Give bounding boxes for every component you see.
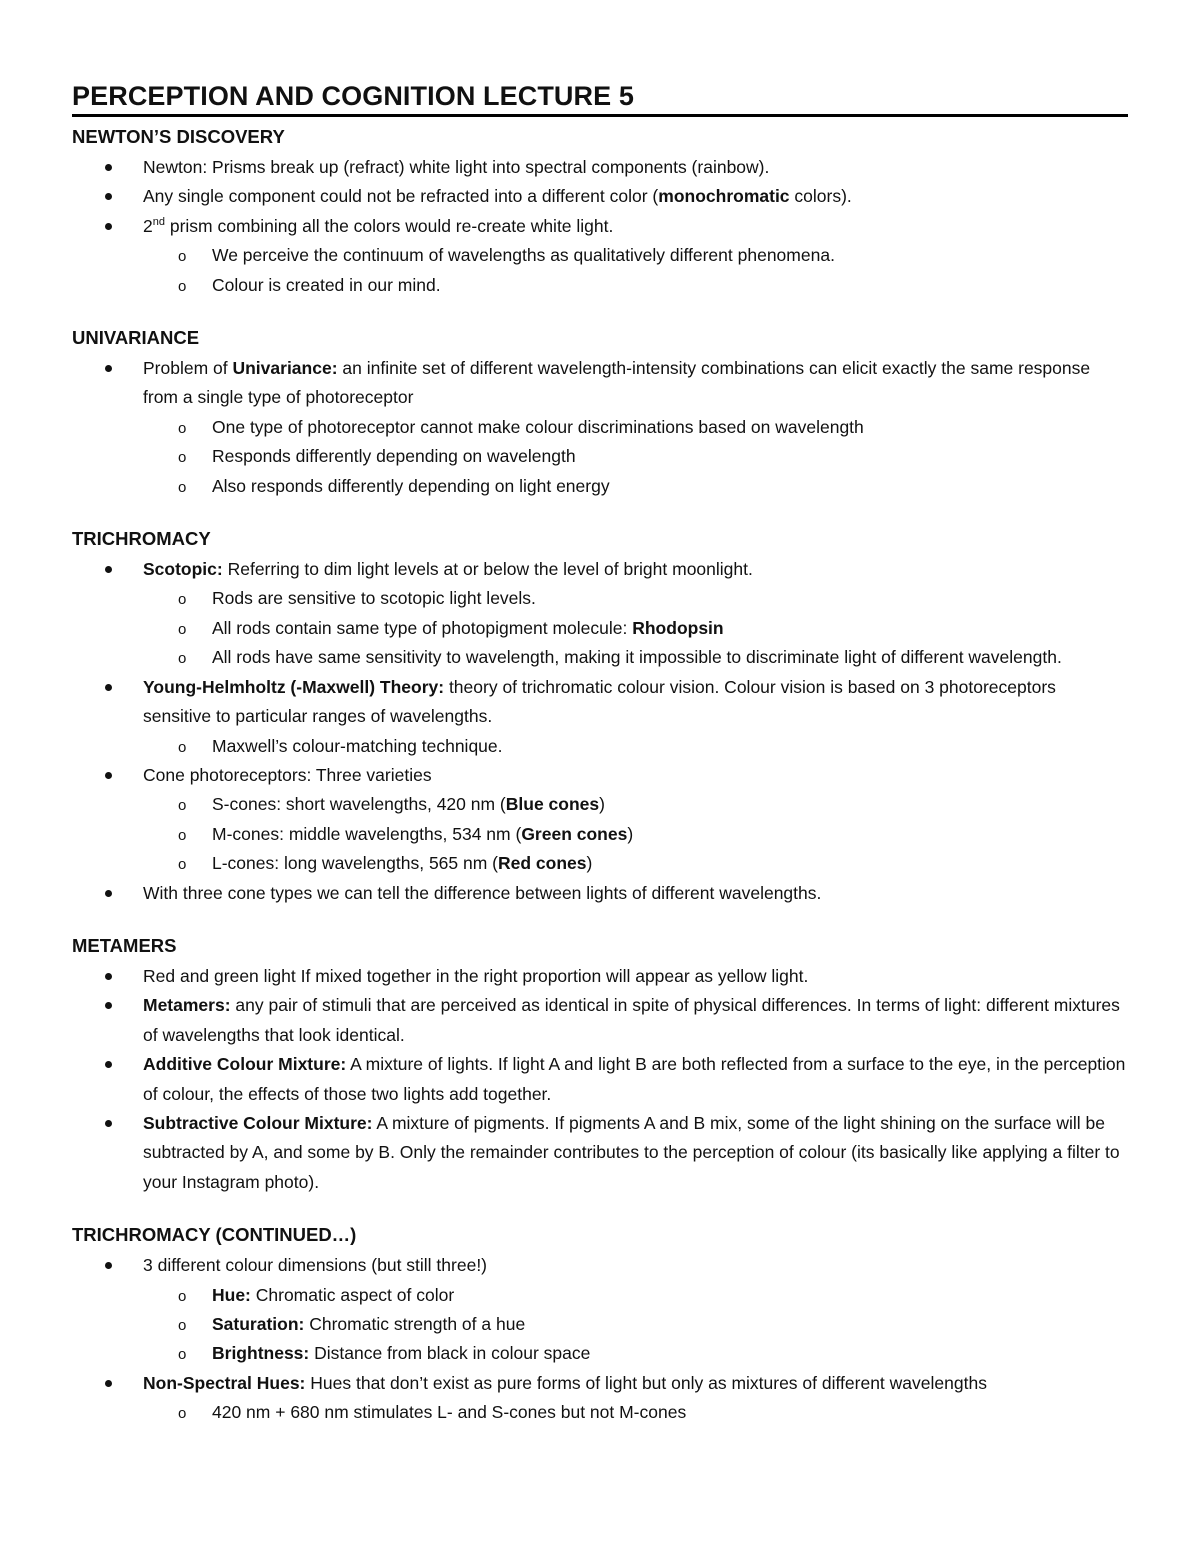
section-heading: UNIVARIANCE (72, 327, 200, 349)
sub-bullet-icon: o (178, 826, 187, 844)
sub-list-item (72, 732, 1128, 761)
list-item (72, 354, 1128, 501)
list-item-text: Non-Spectral Hues: Hues that don’t exist as pure forms of light but only as mixtures of different wavelengths (143, 1372, 987, 1393)
bullet-icon (105, 1262, 112, 1269)
bullet-icon (105, 566, 112, 573)
list-item-text: Young-Helmholtz (-Maxwell) Theory: theory of trichromatic colour vision. Colour vision is based on 3 photoreceptors sensitive to particular ranges of wavelengths. (143, 676, 1056, 727)
section-trichromacy-continued (72, 1219, 1128, 1427)
sub-bullet-icon: o (178, 856, 187, 874)
sub-list-item (72, 584, 1128, 613)
sub-list-item-text: Colour is created in our mind. (212, 274, 441, 295)
sub-list-item-text: 420 nm + 680 nm stimulates L- and S-cones but not M-cones (212, 1402, 687, 1423)
sub-bullet-icon: o (178, 650, 187, 668)
sub-list-item (72, 643, 1128, 672)
bullet-icon (105, 973, 112, 980)
list-item-text: Metamers: any pair of stimuli that are perceived as identical in spite of physical differences. In terms of light: different mixtures of wavelengths that look identical. (143, 995, 1120, 1045)
section-heading: TRICHROMACY (72, 528, 211, 550)
sub-list-item-text: Saturation: Chromatic strength of a hue (212, 1314, 526, 1334)
bullet-icon (105, 164, 112, 171)
sub-bullet-icon: o (178, 277, 187, 295)
list-item (72, 962, 1128, 991)
list-item (72, 212, 1128, 300)
sub-bullet-icon: o (178, 1287, 187, 1305)
sub-bullet-icon: o (178, 478, 187, 496)
list-item (72, 673, 1128, 761)
sub-list-item-text: M-cones: middle wavelengths, 534 nm (Green cones) (212, 823, 634, 844)
sub-bullet-list (143, 1281, 1128, 1369)
list-item (72, 555, 1128, 673)
sub-bullet-icon: o (178, 738, 187, 756)
bullet-icon (105, 684, 112, 691)
list-item (72, 182, 1128, 211)
sub-list-item-text: Rods are sensitive to scotopic light levels. (212, 588, 536, 609)
list-item-text: 2nd prism combining all the colors would re-create white light. (143, 215, 614, 236)
bullet-icon (105, 1120, 112, 1127)
bullet-list (72, 153, 1128, 300)
sub-bullet-icon: o (178, 1405, 187, 1423)
list-item (72, 761, 1128, 879)
section-heading: METAMERS (72, 934, 177, 956)
sub-bullet-list (143, 241, 1128, 300)
section-metamers (72, 930, 1128, 1197)
sub-list-item (72, 614, 1128, 643)
list-item (72, 153, 1128, 182)
list-item-text: Problem of Univariance: an infinite set of different wavelength-intensity combinations can elicit exactly the same response from a single type of photoreceptor (143, 358, 1091, 408)
sub-bullet-icon: o (178, 248, 187, 266)
bullet-list (72, 354, 1128, 501)
sub-bullet-list (143, 732, 1128, 761)
bullet-icon (105, 365, 112, 372)
bullet-list (72, 962, 1128, 1197)
sub-list-item-text: Maxwell’s colour-matching technique. (212, 735, 503, 756)
sub-list-item (72, 472, 1128, 501)
sub-bullet-list (143, 1398, 1128, 1427)
sub-bullet-list (143, 584, 1128, 672)
list-item-text: Subtractive Colour Mixture: A mixture of pigments. If pigments A and B mix, some of the light shining on the surface will be subtracted by A, and some by B. Only the remainder contributes to the perception of colour (its basically like applying a filter to your Instagram photo). (143, 1112, 1120, 1192)
sub-list-item-text: All rods contain same type of photopigment molecule: Rhodopsin (212, 617, 724, 638)
sub-list-item (72, 1310, 1128, 1339)
sub-list-item-text: All rods have same sensitivity to wavelength, making it impossible to discriminate light of different wavelength. (212, 647, 1062, 668)
sub-bullet-icon: o (178, 419, 187, 437)
list-item-text: With three cone types we can tell the difference between lights of different wavelengths. (143, 882, 822, 903)
list-item-text: Any single component could not be refracted into a different color (monochromatic colors). (143, 186, 852, 207)
list-item (72, 991, 1128, 1050)
sub-list-item (72, 413, 1128, 442)
section-trichromacy (72, 523, 1128, 908)
bullet-icon (105, 193, 112, 200)
list-item-text: Additive Colour Mixture: A mixture of lights. If light A and light B are both reflected from a surface to the eye, in the perception of colour, the effects of those two lights add together. (143, 1054, 1126, 1104)
list-item-text: Newton: Prisms break up (refract) white light into spectral components (rainbow). (143, 157, 770, 177)
sub-bullet-icon: o (178, 449, 187, 467)
bullet-icon (105, 1002, 112, 1009)
section-heading: TRICHROMACY (CONTINUED…) (72, 1224, 357, 1246)
bullet-icon (105, 1380, 112, 1387)
bullet-icon (105, 223, 112, 230)
sub-list-item-text: S-cones: short wavelengths, 420 nm (Blue cones) (212, 794, 605, 815)
sub-list-item-text: We perceive the continuum of wavelengths as qualitatively different phenomena. (212, 245, 835, 266)
list-item-text: 3 different colour dimensions (but still three!) (143, 1255, 488, 1276)
sub-list-item (72, 790, 1128, 819)
list-item (72, 879, 1128, 908)
sub-list-item (72, 241, 1128, 270)
sub-list-item-text: One type of photoreceptor cannot make colour discriminations based on wavelength (212, 416, 864, 437)
list-item (72, 1251, 1128, 1369)
list-item (72, 1369, 1128, 1428)
sub-list-item (72, 1398, 1128, 1427)
section-heading: NEWTON’S DISCOVERY (72, 126, 285, 147)
bullet-list (72, 555, 1128, 908)
sub-list-item-text: Brightness: Distance from black in colour space (212, 1343, 591, 1364)
sub-list-item-text: Hue: Chromatic aspect of color (212, 1284, 455, 1305)
list-item-text: Red and green light If mixed together in the right proportion will appear as yellow light. (143, 965, 809, 986)
sub-list-item (72, 1339, 1128, 1368)
sub-list-item (72, 820, 1128, 849)
sub-list-item-text: L-cones: long wavelengths, 565 nm (Red cones) (212, 853, 593, 874)
sub-list-item (72, 442, 1128, 471)
sub-list-item (72, 1281, 1128, 1310)
bullet-icon (105, 890, 112, 897)
bullet-list (72, 1251, 1128, 1427)
list-item-text: Cone photoreceptors: Three varieties (143, 764, 432, 785)
sub-list-item-text: Responds differently depending on wavelength (212, 446, 576, 467)
sub-list-item (72, 271, 1128, 300)
section-univariance (72, 322, 1128, 501)
sub-bullet-icon: o (178, 1317, 187, 1334)
sub-bullet-icon: o (178, 797, 187, 815)
section-newtons-discovery (72, 121, 1128, 300)
sub-bullet-list (143, 413, 1128, 501)
document-title: PERCEPTION AND COGNITION LECTURE 5 (72, 80, 1128, 117)
bullet-icon (105, 1061, 112, 1068)
sub-bullet-icon: o (178, 591, 187, 609)
sub-list-item-text: Also responds differently depending on light energy (212, 475, 610, 496)
sub-list-item (72, 849, 1128, 878)
sub-bullet-icon: o (178, 1346, 187, 1364)
sub-bullet-list (143, 790, 1128, 878)
list-item (72, 1050, 1128, 1109)
list-item-text: Scotopic: Referring to dim light levels at or below the level of bright moonlight. (143, 559, 753, 580)
bullet-icon (105, 772, 112, 779)
sub-bullet-icon: o (178, 620, 187, 638)
list-item (72, 1109, 1128, 1197)
